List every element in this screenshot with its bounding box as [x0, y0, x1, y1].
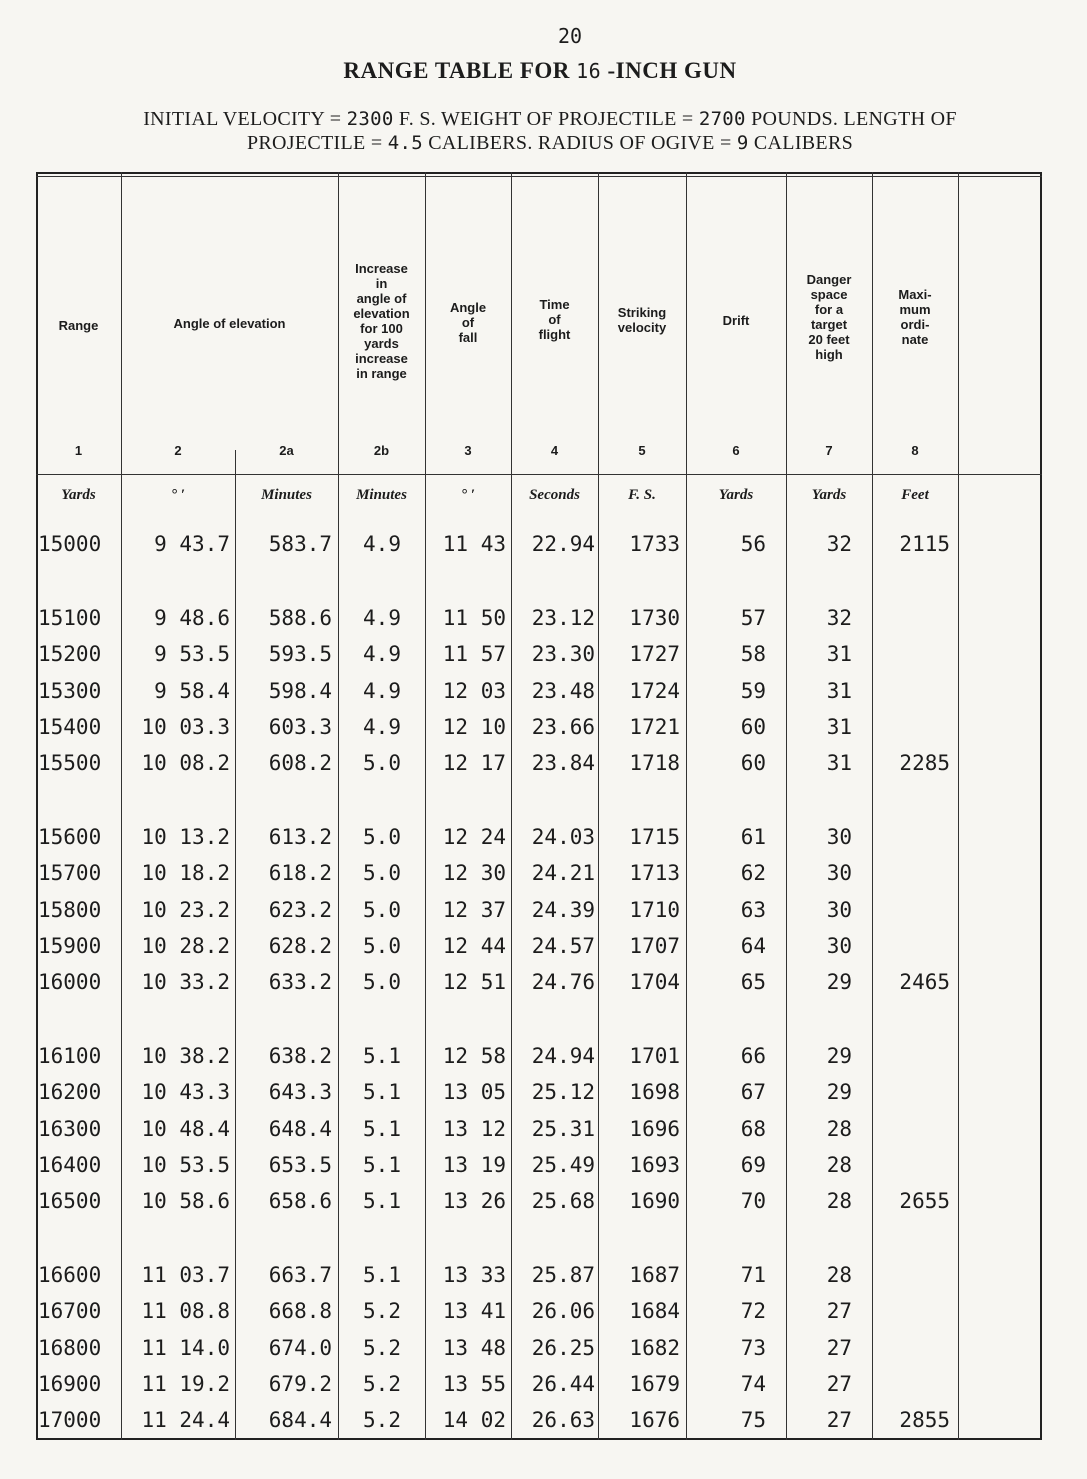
header-angle-of-elevation: Angle of elevation — [173, 316, 286, 331]
unit-label: F. S. — [628, 487, 656, 503]
cell-velocity: 1704 — [629, 970, 680, 994]
cell-flight: 25.87 — [531, 1263, 595, 1288]
cell-flight: 23.48 — [531, 678, 595, 703]
column-divider — [121, 172, 122, 1440]
cell-elev: 11 19.2 — [141, 1371, 230, 1396]
cell-increase: 5.0 — [363, 861, 401, 886]
cell-danger: 28 — [826, 1189, 852, 1213]
cell-velocity: 1730 — [629, 606, 680, 631]
cell-elev: 10 03.3 — [141, 714, 230, 739]
cell-flight: 26.44 — [531, 1371, 595, 1396]
cell-velocity: 1698 — [629, 1080, 680, 1105]
header-danger-space: Danger space for a target 20 feet high — [806, 272, 852, 362]
unit-label: Yards — [811, 487, 847, 503]
cell-drift: 61 — [740, 825, 766, 850]
title-prefix: RANGE TABLE FOR — [343, 58, 570, 83]
cell-minutes: 608.2 — [268, 751, 332, 775]
cell-fall: 12 30 — [442, 861, 506, 886]
cell-elev: 9 53.5 — [141, 642, 230, 667]
unit-label: Minutes — [356, 487, 407, 503]
cell-minutes: 663.7 — [268, 1263, 332, 1288]
cell-elev: 10 58.6 — [141, 1189, 230, 1213]
header-range: Range — [58, 318, 99, 333]
cell-fall: 12 44 — [442, 933, 506, 958]
header-top-rule — [36, 176, 1042, 177]
cell-elev: 10 48.4 — [141, 1116, 230, 1141]
header-striking-velocity: Striking velocity — [617, 305, 667, 335]
cell-flight: 24.57 — [531, 933, 595, 958]
cell-danger: 31 — [826, 714, 852, 739]
cell-fall: 13 12 — [442, 1116, 506, 1141]
subtitle-text: F. S. WEIGHT OF PROJECTILE = — [398, 108, 694, 130]
cell-fall: 13 41 — [442, 1299, 506, 1324]
cell-danger: 31 — [826, 678, 852, 703]
cell-danger: 30 — [826, 825, 852, 850]
cell-danger: 29 — [826, 1080, 852, 1105]
cell-flight: 26.06 — [531, 1299, 595, 1324]
cell-increase: 5.1 — [363, 1189, 401, 1213]
cell-increase: 5.0 — [363, 825, 401, 850]
cell-fall: 12 24 — [442, 825, 506, 850]
cell-velocity: 1679 — [629, 1371, 680, 1396]
subtitle-text: CALIBERS. RADIUS OF OGIVE = — [428, 132, 732, 154]
cell-danger: 30 — [826, 861, 852, 886]
column-number: 3 — [464, 443, 472, 458]
cell-danger: 28 — [826, 1116, 852, 1141]
cell-fall: 11 50 — [442, 606, 506, 631]
cell-range: 15700 — [38, 861, 102, 886]
cell-drift: 71 — [740, 1263, 766, 1288]
cell-increase: 5.2 — [363, 1335, 401, 1360]
cell-flight: 23.30 — [531, 642, 595, 667]
cell-minutes: 679.2 — [268, 1371, 332, 1396]
cell-increase: 4.9 — [363, 606, 401, 631]
cell-minutes: 613.2 — [268, 825, 332, 850]
cell-minutes: 623.2 — [268, 897, 332, 922]
cell-velocity: 1715 — [629, 825, 680, 850]
cell-flight: 24.03 — [531, 825, 595, 850]
cell-ordinate: 2855 — [899, 1408, 950, 1432]
cell-fall: 12 37 — [442, 897, 506, 922]
cell-increase: 4.9 — [363, 642, 401, 667]
cell-danger: 31 — [826, 751, 852, 775]
header-angle-of-fall: Angle of fall — [449, 300, 487, 345]
cell-range: 16000 — [38, 970, 102, 994]
header-bottom-rule — [36, 474, 1042, 475]
cell-danger: 29 — [826, 970, 852, 994]
unit-label: ° ′ — [461, 487, 475, 503]
cell-minutes: 643.3 — [268, 1080, 332, 1105]
cell-drift: 57 — [740, 606, 766, 631]
cell-ordinate: 2285 — [899, 751, 950, 775]
cell-danger: 27 — [826, 1335, 852, 1360]
cell-range: 16500 — [38, 1189, 102, 1213]
column-number: 8 — [911, 443, 919, 458]
cell-danger: 30 — [826, 897, 852, 922]
cell-elev: 10 13.2 — [141, 825, 230, 850]
cell-flight: 23.84 — [531, 751, 595, 775]
cell-range: 15500 — [38, 751, 102, 775]
cell-increase: 5.0 — [363, 751, 401, 775]
cell-minutes: 653.5 — [268, 1152, 332, 1177]
cell-fall: 12 03 — [442, 678, 506, 703]
cell-danger: 30 — [826, 933, 852, 958]
cell-increase: 5.1 — [363, 1263, 401, 1288]
cell-minutes: 668.8 — [268, 1299, 332, 1324]
cell-velocity: 1718 — [629, 751, 680, 775]
cell-minutes: 618.2 — [268, 861, 332, 886]
column-divider — [511, 172, 512, 1440]
cell-velocity: 1687 — [629, 1263, 680, 1288]
projectile-weight-value: 2700 — [698, 108, 746, 130]
cell-ordinate: 2115 — [899, 532, 950, 556]
header-increase-in-elevation: Increase in angle of elevation for 100 yards increase in range — [353, 261, 410, 381]
cell-elev: 11 08.8 — [141, 1299, 230, 1324]
cell-minutes: 593.5 — [268, 642, 332, 667]
cell-drift: 73 — [740, 1335, 766, 1360]
cell-minutes: 648.4 — [268, 1116, 332, 1141]
cell-danger: 31 — [826, 642, 852, 667]
subtitle-text: INITIAL VELOCITY = — [143, 108, 342, 130]
cell-drift: 75 — [740, 1408, 766, 1432]
cell-fall: 13 33 — [442, 1263, 506, 1288]
cell-increase: 4.9 — [363, 678, 401, 703]
cell-range: 16200 — [38, 1080, 102, 1105]
cell-increase: 5.1 — [363, 1080, 401, 1105]
cell-minutes: 674.0 — [268, 1335, 332, 1360]
cell-fall: 12 10 — [442, 714, 506, 739]
cell-drift: 63 — [740, 897, 766, 922]
cell-range: 15300 — [38, 678, 102, 703]
cell-increase: 5.0 — [363, 897, 401, 922]
cell-elev: 10 28.2 — [141, 933, 230, 958]
cell-minutes: 684.4 — [268, 1408, 332, 1432]
cell-elev: 10 38.2 — [141, 1044, 230, 1069]
cell-drift: 72 — [740, 1299, 766, 1324]
cell-increase: 5.2 — [363, 1408, 401, 1432]
cell-range: 16600 — [38, 1263, 102, 1288]
cell-danger: 27 — [826, 1408, 852, 1432]
unit-label: Feet — [901, 487, 929, 503]
cell-fall: 13 48 — [442, 1335, 506, 1360]
cell-fall: 14 02 — [442, 1408, 506, 1432]
cell-range: 15600 — [38, 825, 102, 850]
cell-elev: 9 58.4 — [141, 678, 230, 703]
cell-increase: 5.2 — [363, 1371, 401, 1396]
cell-flight: 22.94 — [531, 532, 595, 556]
cell-velocity: 1690 — [629, 1189, 680, 1213]
cell-velocity: 1724 — [629, 678, 680, 703]
subtitle-text: POUNDS. LENGTH OF — [751, 108, 957, 130]
cell-range: 15000 — [38, 532, 102, 556]
column-number: 6 — [732, 443, 740, 458]
cell-ordinate: 2655 — [899, 1189, 950, 1213]
cell-range: 16400 — [38, 1152, 102, 1177]
subtitle-text: PROJECTILE = — [246, 132, 383, 154]
column-divider — [958, 172, 959, 1440]
column-number: 5 — [638, 443, 646, 458]
cell-flight: 24.21 — [531, 861, 595, 886]
cell-fall: 11 57 — [442, 642, 506, 667]
cell-ordinate: 2465 — [899, 970, 950, 994]
projectile-length-value: 4.5 — [387, 132, 423, 154]
cell-elev: 9 48.6 — [141, 606, 230, 631]
column-number: 4 — [550, 443, 559, 458]
cell-velocity: 1727 — [629, 642, 680, 667]
cell-velocity: 1682 — [629, 1335, 680, 1360]
column-divider — [598, 172, 599, 1440]
cell-flight: 26.25 — [531, 1335, 595, 1360]
cell-drift: 68 — [740, 1116, 766, 1141]
cell-drift: 74 — [740, 1371, 766, 1396]
cell-range: 16800 — [38, 1335, 102, 1360]
cell-minutes: 628.2 — [268, 933, 332, 958]
cell-flight: 25.49 — [531, 1152, 595, 1177]
cell-drift: 64 — [740, 933, 766, 958]
cell-minutes: 638.2 — [268, 1044, 332, 1069]
cell-elev: 10 23.2 — [141, 897, 230, 922]
cell-flight: 23.66 — [531, 714, 595, 739]
cell-range: 15800 — [38, 897, 102, 922]
cell-elev: 10 53.5 — [141, 1152, 230, 1177]
cell-elev: 10 18.2 — [141, 861, 230, 886]
cell-velocity: 1696 — [629, 1116, 680, 1141]
cell-danger: 32 — [826, 532, 852, 556]
range-table — [36, 172, 1042, 1440]
cell-fall: 13 05 — [442, 1080, 506, 1105]
cell-velocity: 1684 — [629, 1299, 680, 1324]
cell-flight: 25.31 — [531, 1116, 595, 1141]
cell-drift: 66 — [740, 1044, 766, 1069]
cell-range: 16900 — [38, 1371, 102, 1396]
cell-elev: 10 33.2 — [141, 970, 230, 994]
subtitle-text: CALIBERS — [753, 132, 854, 154]
column-number: 2a — [279, 443, 294, 458]
cell-increase: 5.2 — [363, 1299, 401, 1324]
cell-flight: 24.76 — [531, 970, 595, 994]
cell-minutes: 583.7 — [268, 532, 332, 556]
cell-flight: 23.12 — [531, 606, 595, 631]
column-number: 7 — [825, 443, 833, 458]
cell-increase: 5.1 — [363, 1152, 401, 1177]
cell-danger: 27 — [826, 1371, 852, 1396]
cell-velocity: 1713 — [629, 861, 680, 886]
cell-elev: 11 03.7 — [141, 1263, 230, 1288]
cell-elev: 9 43.7 — [141, 532, 230, 556]
cell-range: 15400 — [38, 714, 102, 739]
page-number: 20 — [557, 24, 583, 48]
ogive-radius-value: 9 — [736, 132, 749, 154]
cell-danger: 28 — [826, 1263, 852, 1288]
cell-range: 16300 — [38, 1116, 102, 1141]
unit-label: Yards — [61, 487, 96, 503]
subtitle-line-1 — [40, 108, 1060, 131]
unit-label: Seconds — [529, 487, 580, 503]
cell-minutes: 658.6 — [268, 1189, 332, 1213]
cell-flight: 24.94 — [531, 1044, 595, 1069]
cell-fall: 13 55 — [442, 1371, 506, 1396]
cell-fall: 12 58 — [442, 1044, 506, 1069]
cell-velocity: 1710 — [629, 897, 680, 922]
unit-label: Yards — [718, 487, 754, 503]
unit-label: Minutes — [261, 487, 312, 503]
column-divider — [425, 172, 426, 1440]
page-title — [0, 58, 1080, 84]
cell-minutes: 603.3 — [268, 714, 332, 739]
cell-range: 16700 — [38, 1299, 102, 1324]
cell-fall: 12 17 — [442, 751, 506, 775]
cell-velocity: 1701 — [629, 1044, 680, 1069]
cell-range: 17000 — [38, 1408, 102, 1432]
cell-drift: 70 — [740, 1189, 766, 1213]
cell-drift: 60 — [740, 714, 766, 739]
initial-velocity-value: 2300 — [346, 108, 394, 130]
header-maximum-ordinate: Maxi- mum ordi- nate — [898, 287, 932, 347]
cell-increase: 5.1 — [363, 1044, 401, 1069]
cell-increase: 4.9 — [363, 532, 401, 556]
cell-increase: 5.0 — [363, 933, 401, 958]
column-divider — [872, 172, 873, 1440]
cell-fall: 11 43 — [442, 532, 506, 556]
cell-flight: 24.39 — [531, 897, 595, 922]
cell-drift: 60 — [740, 751, 766, 775]
cell-range: 16100 — [38, 1044, 102, 1069]
title-suffix: -INCH GUN — [607, 58, 737, 83]
cell-drift: 67 — [740, 1080, 766, 1105]
cell-drift: 62 — [740, 861, 766, 886]
cell-velocity: 1676 — [629, 1408, 680, 1432]
cell-range: 15200 — [38, 642, 102, 667]
cell-velocity: 1707 — [629, 933, 680, 958]
cell-danger: 28 — [826, 1152, 852, 1177]
cell-velocity: 1733 — [629, 532, 680, 556]
column-divider — [235, 450, 236, 1440]
header-time-of-flight: Time of flight — [538, 297, 571, 342]
header-drift: Drift — [722, 313, 750, 328]
unit-label: ° ′ — [171, 487, 185, 503]
cell-elev: 11 24.4 — [141, 1408, 230, 1432]
cell-flight: 25.68 — [531, 1189, 595, 1213]
cell-range: 15100 — [38, 606, 102, 631]
cell-drift: 65 — [740, 970, 766, 994]
cell-danger: 27 — [826, 1299, 852, 1324]
cell-velocity: 1721 — [629, 714, 680, 739]
title-caliber: 16 — [576, 59, 602, 83]
column-number: 2b — [373, 443, 390, 458]
cell-fall: 13 26 — [442, 1189, 506, 1213]
cell-increase: 5.0 — [363, 970, 401, 994]
cell-minutes: 633.2 — [268, 970, 332, 994]
column-divider — [786, 172, 787, 1440]
cell-drift: 58 — [740, 642, 766, 667]
cell-minutes: 598.4 — [268, 678, 332, 703]
cell-flight: 26.63 — [531, 1408, 595, 1432]
column-number: 1 — [74, 443, 83, 458]
cell-drift: 59 — [740, 678, 766, 703]
cell-danger: 29 — [826, 1044, 852, 1069]
cell-minutes: 588.6 — [268, 606, 332, 631]
cell-elev: 10 43.3 — [141, 1080, 230, 1105]
cell-increase: 4.9 — [363, 714, 401, 739]
cell-drift: 56 — [740, 532, 766, 556]
column-number: 2 — [174, 443, 182, 458]
subtitle-line-2 — [40, 132, 1060, 155]
cell-elev: 10 08.2 — [141, 751, 230, 775]
cell-flight: 25.12 — [531, 1080, 595, 1105]
cell-danger: 32 — [826, 606, 852, 631]
cell-drift: 69 — [740, 1152, 766, 1177]
cell-fall: 12 51 — [442, 970, 506, 994]
column-divider — [686, 172, 687, 1440]
cell-velocity: 1693 — [629, 1152, 680, 1177]
cell-fall: 13 19 — [442, 1152, 506, 1177]
cell-elev: 11 14.0 — [141, 1335, 230, 1360]
cell-range: 15900 — [38, 933, 102, 958]
cell-increase: 5.1 — [363, 1116, 401, 1141]
